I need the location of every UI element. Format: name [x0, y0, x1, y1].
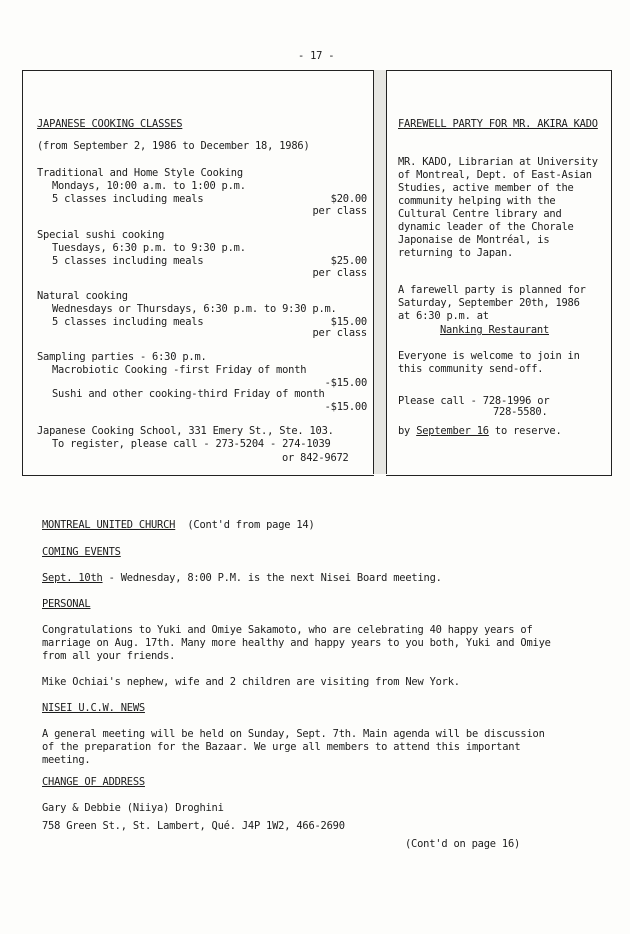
farewell-title: FAREWELL PARTY FOR MR. AKIRA KADO [398, 118, 598, 130]
restaurant-name: Nanking Restaurant [440, 324, 550, 336]
farewell-line: community helping with the [398, 195, 556, 207]
reserve-by: by [398, 425, 411, 437]
church-heading [42, 519, 315, 531]
natural-per: per class [312, 327, 367, 339]
reserve-date: September 16 [416, 425, 489, 437]
personal-line: Congratulations to Yuki and Omiye Sakamoto, who are celebrating 40 happy years of [42, 624, 533, 636]
call-line-2: 728-5580. [493, 406, 548, 418]
farewell-line: Everyone is welcome to join in [398, 350, 580, 362]
sushi-other-line: Sushi and other cooking-third Friday of month [52, 388, 325, 400]
cooking-title: JAPANESE COOKING CLASSES [37, 118, 183, 130]
sushi-title: Special sushi cooking [37, 229, 165, 241]
farewell-line: this community send-off. [398, 363, 544, 375]
church-title: MONTREAL UNITED CHURCH [42, 519, 176, 531]
personal-visit: Mike Ochiai's nephew, wife and 2 children are visiting from New York. [42, 676, 460, 688]
coming-events-title: COMING EVENTS [42, 546, 121, 558]
farewell-welcome [398, 350, 580, 376]
church-contd: (Cont'd from page 14) [187, 519, 315, 531]
farewell-line: Japonaise de Montréal, is [398, 234, 550, 246]
contd-next: (Cont'd on page 16) [405, 838, 521, 850]
farewell-line: Saturday, September 20th, 1986 [398, 297, 580, 309]
traditional-price: $20.00 [330, 193, 367, 205]
school-address: Japanese Cooking School, 331 Emery St., Ste. 103. [37, 425, 334, 437]
farewell-line: returning to Japan. [398, 247, 514, 259]
farewell-line: dynamic leader of the Chorale [398, 221, 574, 233]
sept-event [42, 572, 442, 584]
personal-title: PERSONAL [42, 598, 91, 610]
sushi-time: Tuesdays, 6:30 p.m. to 9:30 p.m. [52, 242, 246, 254]
ucw-line: A general meeting will be held on Sunday, Sept. 7th. Main agenda will be discussion [42, 728, 545, 740]
cooking-dates: (from September 2, 1986 to December 18, 1986) [37, 140, 310, 152]
farewell-line: A farewell party is planned for [398, 284, 586, 296]
farewell-intro [398, 156, 598, 260]
personal-line: marriage on Aug. 17th. Many more healthy and happy years to you both, Yuki and Omiye [42, 637, 551, 649]
natural-classes: 5 classes including meals [52, 316, 204, 328]
farewell-line: of Montreal, Dept. of East-Asian [398, 169, 592, 181]
reserve-line [398, 425, 562, 437]
natural-price: $15.00 [330, 316, 367, 328]
macro-line: Macrobiotic Cooking -first Friday of month [52, 364, 307, 376]
sushi-classes: 5 classes including meals [52, 255, 204, 267]
ucw-line: meeting. [42, 754, 91, 766]
sushi-other-price: -$15.00 [324, 401, 367, 413]
farewell-party-details [398, 284, 586, 323]
address-line: 758 Green St., St. Lambert, Qué. J4P 1W2, 466-2690 [42, 820, 345, 832]
traditional-time: Mondays, 10:00 a.m. to 1:00 p.m. [52, 180, 246, 192]
farewell-line: MR. KADO, Librarian at University [398, 156, 598, 168]
box-gutter [374, 70, 386, 474]
farewell-line: at 6:30 p.m. at [398, 310, 489, 322]
sept-text: - Wednesday, 8:00 P.M. is the next Nisei Board meeting. [108, 572, 442, 584]
sampling-title: Sampling parties - 6:30 p.m. [37, 351, 207, 363]
natural-title: Natural cooking [37, 290, 128, 302]
ucw-title: NISEI U.C.W. NEWS [42, 702, 145, 714]
traditional-per: per class [312, 205, 367, 217]
natural-time: Wednesdays or Thursdays, 6:30 p.m. to 9:30 p.m. [52, 303, 337, 315]
personal-line: from all your friends. [42, 650, 176, 662]
macro-price: -$15.00 [324, 377, 367, 389]
traditional-classes: 5 classes including meals [52, 193, 204, 205]
traditional-title: Traditional and Home Style Cooking [37, 167, 243, 179]
box-divider [373, 70, 374, 474]
farewell-line: Cultural Centre library and [398, 208, 562, 220]
sushi-per: per class [312, 267, 367, 279]
personal-congrats [42, 624, 551, 663]
farewell-line: Studies, active member of the [398, 182, 574, 194]
sushi-price: $25.00 [330, 255, 367, 267]
ucw-paragraph [42, 728, 545, 767]
register-line: To register, please call - 273-5204 - 274-1039 [52, 438, 331, 450]
reserve-rest: to reserve. [494, 425, 562, 437]
address-title: CHANGE OF ADDRESS [42, 776, 145, 788]
page-number: - 17 - [298, 50, 335, 62]
ucw-line: of the preparation for the Bazaar. We urge all members to attend this important [42, 741, 521, 753]
alt-phone: or 842-9672 [282, 452, 349, 464]
address-name: Gary & Debbie (Niiya) Droghini [42, 802, 224, 814]
call-line: Please call - 728-1996 or [398, 395, 550, 407]
sept-date: Sept. 10th [42, 572, 103, 584]
